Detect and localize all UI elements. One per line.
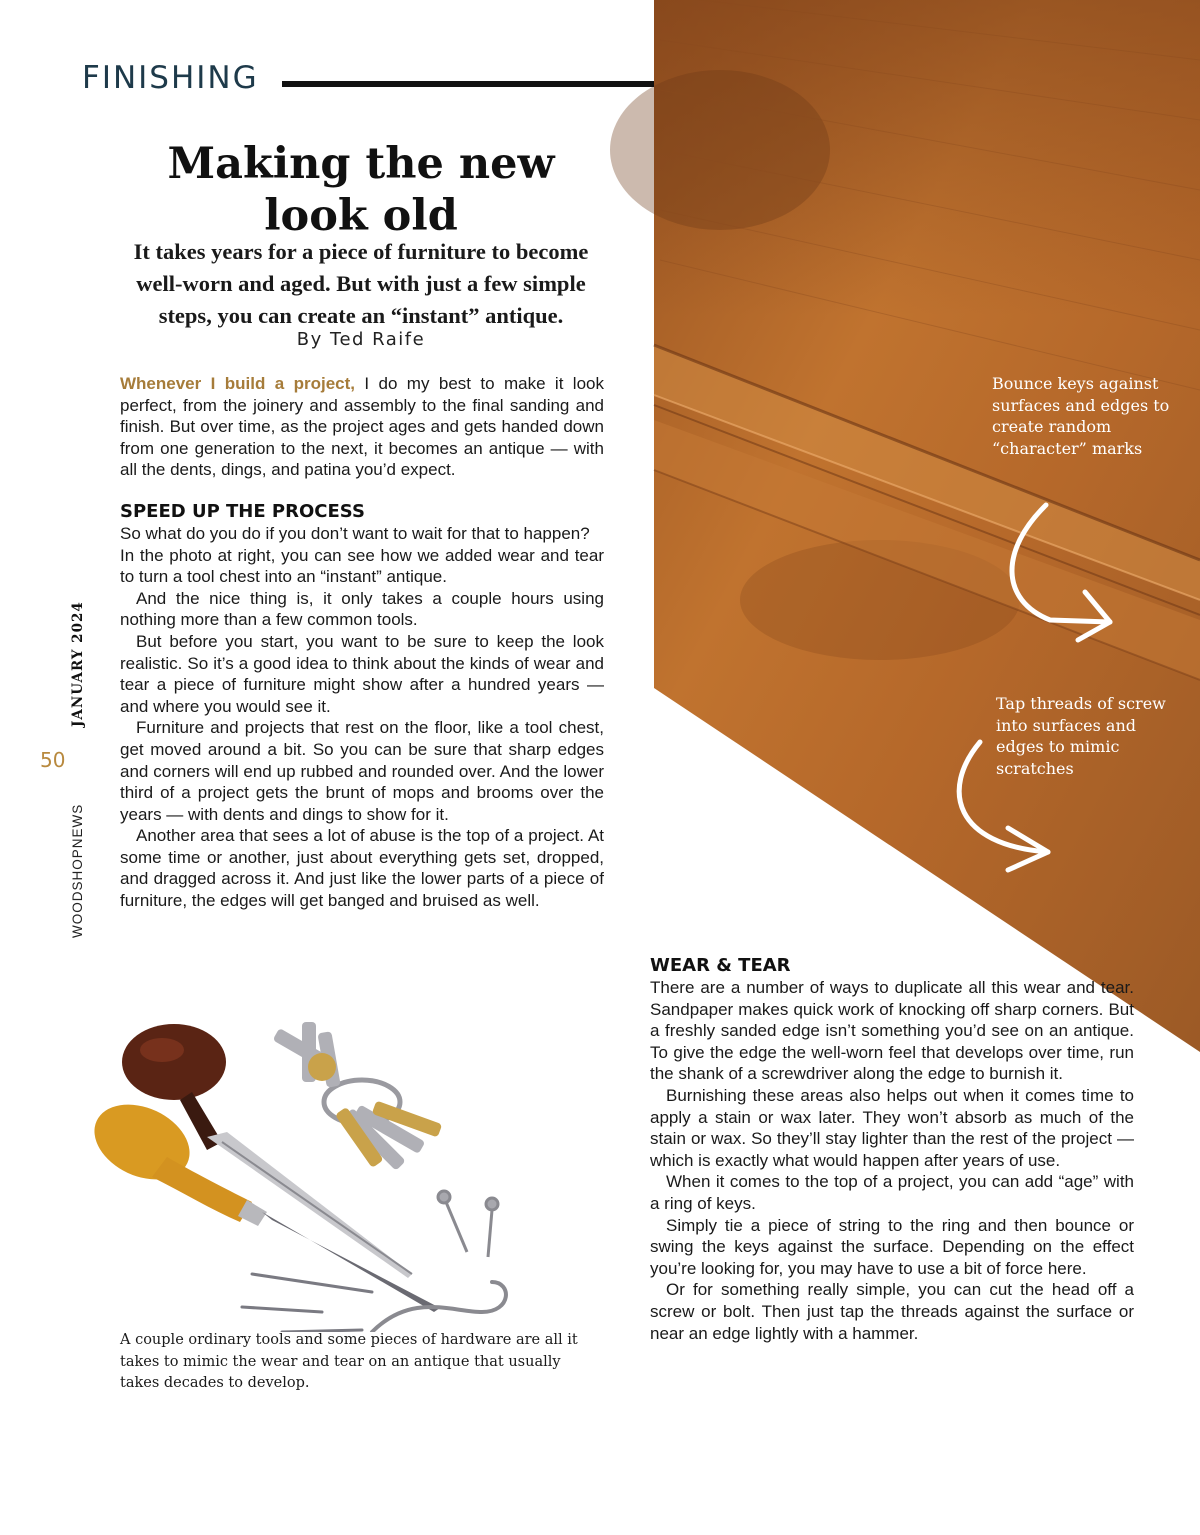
page-sidebar bbox=[26, 601, 86, 946]
magazine-name: WOODSHOPNEWS bbox=[70, 803, 85, 938]
speed-up-paragraph: In the photo at right, you can see how we added wear and tear to turn a tool chest into an “instant” antique. bbox=[120, 545, 604, 587]
page-number: 50 bbox=[40, 748, 66, 772]
tools-caption: A couple ordinary tools and some pieces of hardware are all it takes to mimic the wear and tear on an antique that usually takes decades to develop. bbox=[120, 1332, 578, 1391]
wear-tear-paragraph: Simply tie a piece of string to the ring and then bounce or swing the keys against the surface. Depending on the effect you’re looking for, you may have to use a bit of force here. bbox=[650, 1215, 1134, 1278]
section-rule bbox=[282, 81, 654, 87]
wear-tear-paragraph: There are a number of ways to duplicate all this wear and tear. Sandpaper makes quick work of knocking off sharp corners. But a freshly sanded edge isn’t something you’d see on an antique. To give the edge the well-worn feel that develops over time, run the shank of a screwdriver along the edge to burnish it. bbox=[650, 978, 1134, 1084]
speed-up-paragraph: Furniture and projects that rest on the floor, like a tool chest, get moved around a bit. So you can be sure that sharp edges and corners will end up rubbed and rounded over. And the lower third of a project gets the brunt of mops and brooms over the years — with dents and dings to show for it. bbox=[120, 718, 604, 824]
intro-lead: Whenever I build a project, bbox=[120, 374, 355, 393]
article-byline: By Ted Raife bbox=[296, 329, 426, 350]
wear-tear-heading: WEAR & TEAR bbox=[650, 955, 791, 976]
wear-tear-paragraph: Burnishing these areas also helps out when it comes time to apply a stain or wax later. They won’t absorb as much of the stain or wax. So they’ll stay lighter than the rest of the project — which is exactly what would happen after years of use. bbox=[650, 1085, 1134, 1170]
speed-up-paragraph: So what do you do if you don’t want to wait for that to happen? bbox=[120, 523, 590, 543]
intro-paragraph bbox=[120, 373, 604, 481]
article-deck: It takes years for a piece of furniture to become well-worn and aged. But with just a few simple steps, you can create an “instant” antique. bbox=[133, 239, 589, 328]
article-title: Making the new look old bbox=[167, 139, 555, 241]
section-label: FINISHING bbox=[82, 60, 259, 96]
callout-keys: Bounce keys against surfaces and edges to create random “character” marks bbox=[992, 374, 1170, 458]
speed-up-paragraph: And the nice thing is, it only takes a couple hours using nothing more than a few common tools. bbox=[120, 588, 604, 630]
wear-tear-paragraph: Or for something really simple, you can cut the head off a screw or bolt. Then just tap the threads against the surface or near an edge lightly with a hammer. bbox=[650, 1280, 1134, 1343]
issue-month: JANUARY 2024 bbox=[70, 601, 86, 727]
speed-up-heading: SPEED UP THE PROCESS bbox=[120, 500, 365, 522]
right-column bbox=[650, 955, 1134, 1344]
callout-threads: Tap threads of screw into surfaces and edges to mimic scratches bbox=[996, 694, 1166, 778]
wear-tear-paragraph: When it comes to the top of a project, you can add “age” with a ring of keys. bbox=[650, 1172, 1134, 1213]
tools-photo bbox=[72, 1012, 592, 1332]
speed-up-paragraph: Another area that sees a lot of abuse is the top of a project. At some time or another, just about everything gets set, dropped, and dragged across it. And just like the lower parts of a piece of furniture, the edges will get banged and bruised as well. bbox=[120, 826, 604, 911]
left-column bbox=[120, 373, 604, 912]
speed-up-paragraph: But before you start, you want to be sure to keep the look realistic. So it’s a good idea to think about the kinds of wear and tear a piece of furniture might show after a hundred years — and where you would see it. bbox=[120, 631, 604, 716]
intro-text: I do my best to make it look perfect, from the joinery and assembly to the final sanding and finish. But over time, as the project ages and gets handed down from one generation to the next, it becomes an antique — with all the dents, dings, and patina you’d expect. bbox=[120, 374, 604, 480]
